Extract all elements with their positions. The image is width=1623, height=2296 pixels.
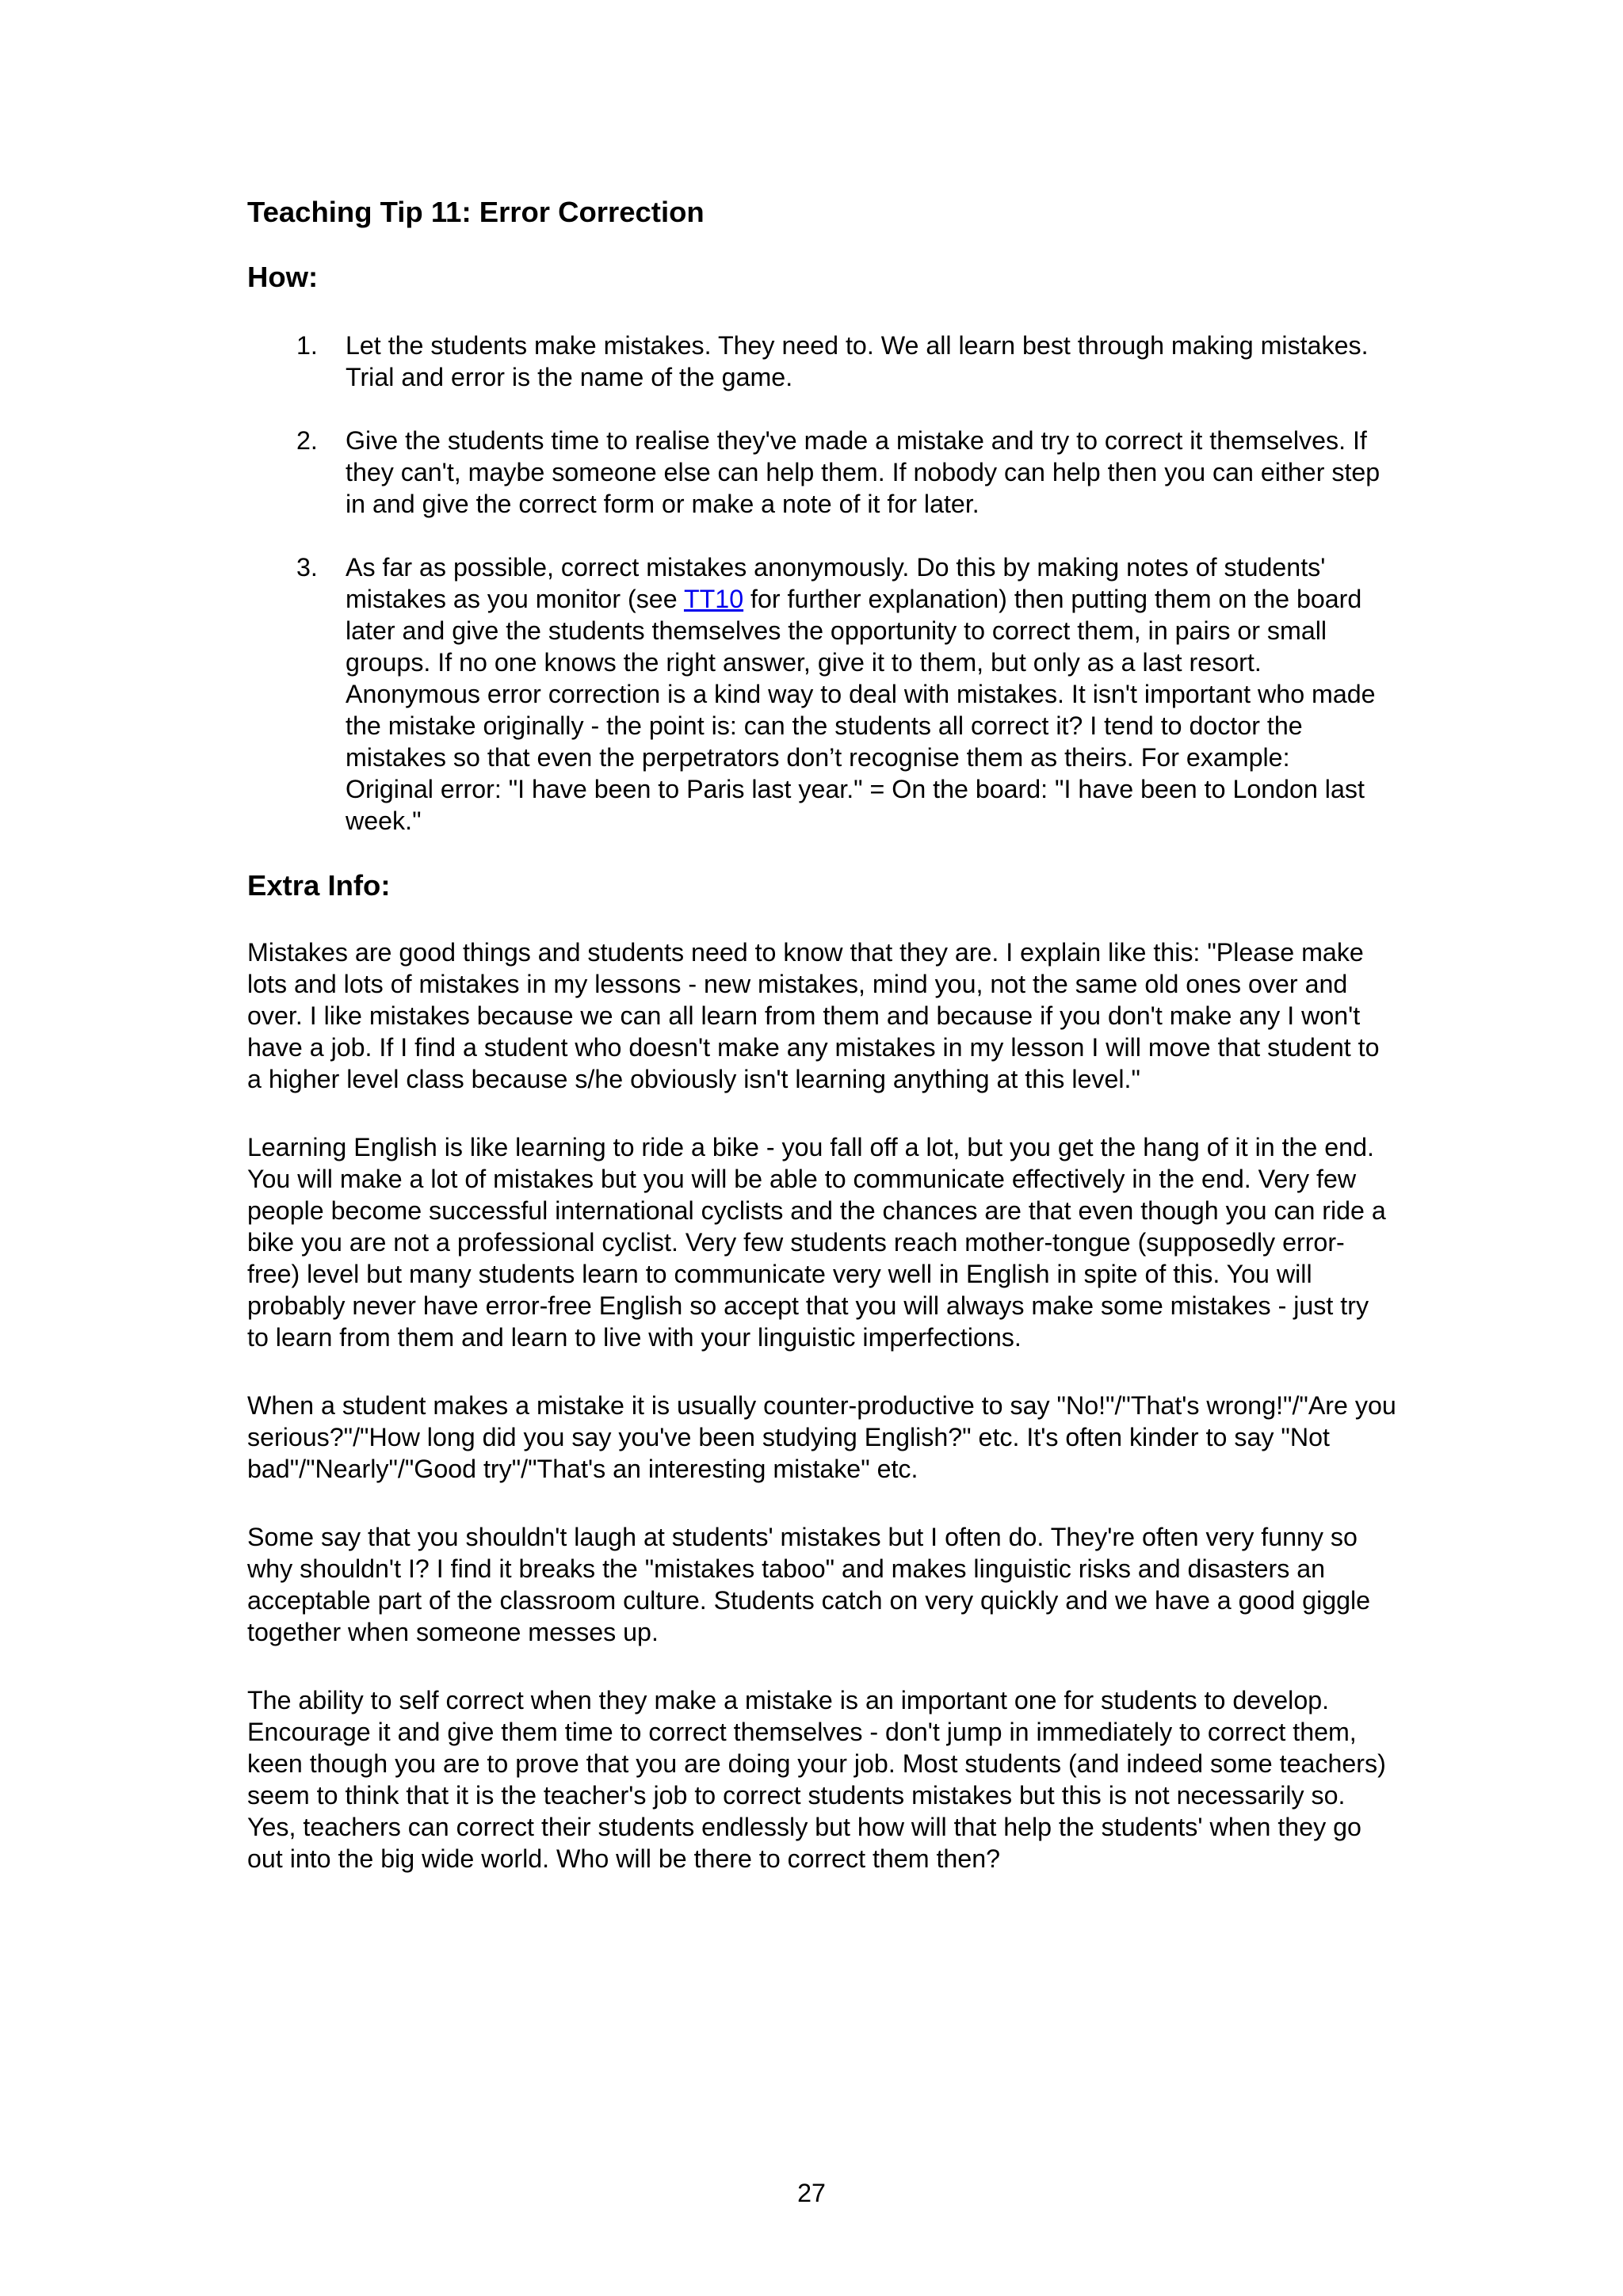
step-text (346, 553, 1383, 772)
list-item (247, 551, 1396, 837)
step-example: Original error: "I have been to Paris last year." = On the board: "I have been to London last week." (346, 775, 1365, 835)
list-item (247, 425, 1396, 520)
paragraph: Some say that you shouldn't laugh at students' mistakes but I often do. They're often very funny so why shouldn't I? I find it breaks the "mistakes taboo" and makes linguistic risks and disasters an acceptable part of the classroom culture. Students catch on very quickly and we have a good giggle together when someone messes up. (247, 1523, 1371, 1646)
step-number: 1. (296, 331, 318, 360)
paragraph: When a student makes a mistake it is usually counter-productive to say "No!"/"That's wrong!"/"Are you serious?"/"How long did you say you've been studying English?" etc. It's often kinder to say "Not bad"/"Nearly"/"Good try"/"That's an interesting mistake" etc. (247, 1391, 1396, 1483)
paragraph: The ability to self correct when they make a mistake is an important one for students to develop. Encourage it and give them time to correct themselves - don't jump in immediately to correct them, keen though you are to prove that you are doing your job. Most students (and indeed some teachers) seem to think that it is the teacher's job to correct students mistakes but this is not necessarily so. Yes, teachers can correct their students endlessly but how will that help the students' when they go out into the big wide world. Who will be there to correct them then? (247, 1686, 1386, 1873)
step-number: 2. (296, 426, 318, 455)
step-text-before-link: As far as possible, correct mistakes anonymously. Do this by making notes of students' mistakes as you monitor (see (346, 553, 1333, 613)
page-title: Teaching Tip 11: Error Correction (247, 196, 705, 228)
step-text-after-link: for further explanation) then putting them on the board later and give the students themselves the opportunity to correct them, in pairs or small groups. If no one knows the right answer, give it to them, but only as a last resort. Anonymous error correction is a kind way to deal with mistakes. It isn't important who made the mistake originally - the point is: can the students all correct it? I tend to doctor the mistakes so that even the perpetrators don’t recognise them as theirs. For example: (346, 585, 1383, 772)
page-number: 27 (797, 2179, 826, 2207)
how-heading: How: (247, 261, 319, 293)
paragraph: Learning English is like learning to ride a bike - you fall off a lot, but you get the hang of it in the end. You will make a lot of mistakes but you will be able to communicate effectively in the end. Very few people become successful international cyclists and the chances are that even though you can ride a bike you are not a professional cyclist. Very few students reach mother-tongue (supposedly error-free) level but many students learn to communicate very well in English in spite of this. You will probably never have error-free English so accept that you will always make some mistakes - just try to learn from them and learn to live with your linguistic imperfections. (247, 1133, 1386, 1352)
paragraph: Mistakes are good things and students need to know that they are. I explain like this: "Please make lots and lots of mistakes in my lessons - new mistakes, mind you, not the same old ones over and over. I like mistakes because we can all learn from them and because if you don't make any I won't have a job. If I find a student who doesn't make any mistakes in my lesson I will move that student to a higher level class because s/he obviously isn't learning anything at this level." (247, 938, 1380, 1093)
step-text: Let the students make mistakes. They need to. We all learn best through making mistakes. Trial and error is the name of the game. (346, 331, 1375, 391)
page-content (247, 195, 1396, 1911)
list-item (247, 330, 1396, 393)
step-text: Give the students time to realise they've made a mistake and try to correct it themselves. If they can't, maybe someone else can help them. If nobody can help then you can either step in and give the correct form or make a note of it for later. (346, 426, 1388, 518)
steps-list (247, 330, 1396, 837)
step-number: 3. (296, 553, 318, 582)
tt10-link[interactable]: TT10 (683, 585, 744, 613)
extra-info-heading: Extra Info: (247, 869, 391, 902)
